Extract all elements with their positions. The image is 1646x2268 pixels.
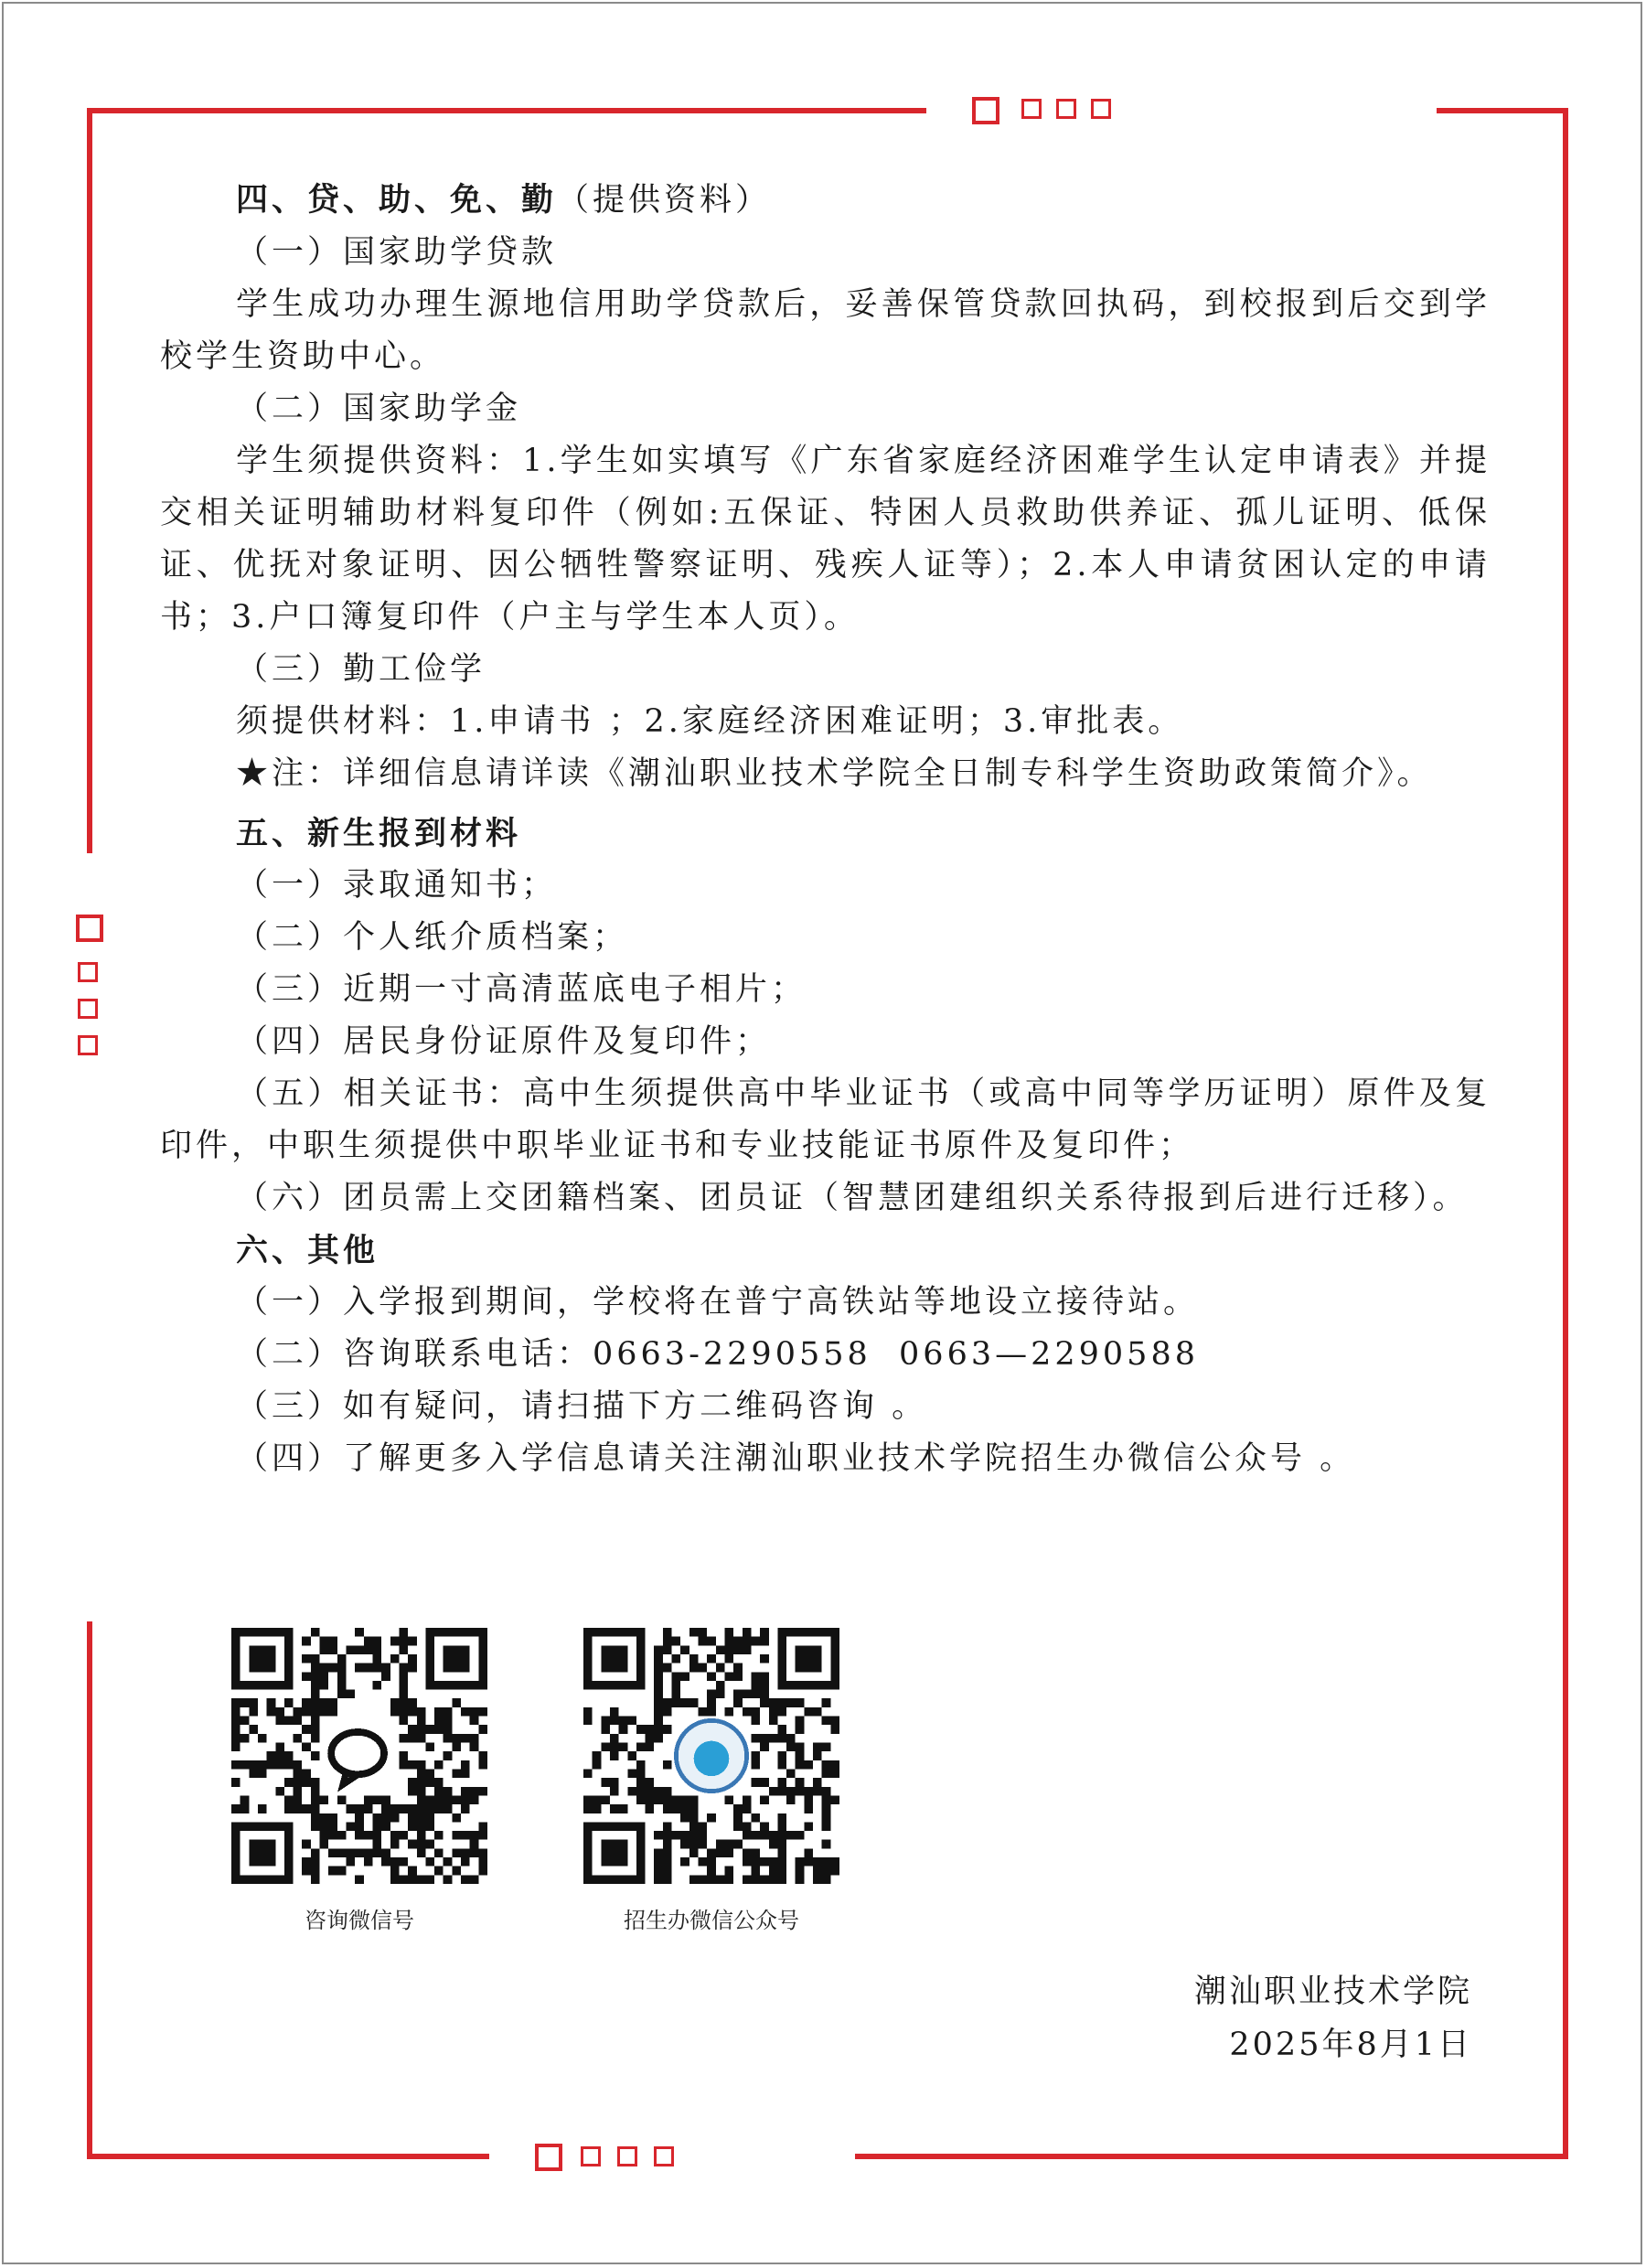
list-item: （四）居民身份证原件及复印件；	[236, 1023, 772, 1060]
frame-top-right	[1437, 108, 1568, 113]
qr-consult-wechat[interactable]	[231, 1628, 487, 1939]
signature-org: 潮汕职业技术学院	[1193, 1974, 1472, 2010]
frame-mark	[581, 2146, 601, 2166]
frame-bottom-right	[855, 2154, 1568, 2159]
section-heading: 五、新生报到材料	[236, 815, 522, 852]
contact-phone: （二）咨询联系电话：0663-2290558 0663—2290588	[236, 1336, 1199, 1373]
frame-bottom-left	[87, 2154, 489, 2159]
list-item: （一）录取通知书；	[236, 867, 558, 904]
frame-mark	[654, 2146, 674, 2166]
list-item: （三）如有疑问，请扫描下方二维码咨询 。	[236, 1388, 928, 1425]
list-item: （五）相关证书：高中生须提供高中毕业证书（或高中同等学历证明）原件及复印件，中职生须提供中职毕业证书和专业技能证书原件及复印件；	[160, 1075, 1491, 1164]
frame-top-left	[87, 108, 926, 113]
paragraph: 学生须提供资料：1.学生如实填写《广东省家庭经济困难学生认定申请表》并提交相关证明辅助材料复印件（例如:五保证、特困人员救助供养证、孤儿证明、低保证、优抚对象证明、因公牺牲警察证明、残疾人证等）；2.本人申请贫困认定的申请书；3.户口簿复印件（户主与学生本人页）。	[160, 443, 1491, 636]
paragraph: 须提供材料：1.申请书 ；2.家庭经济困难证明；3.审批表。	[236, 703, 1184, 740]
list-item: （三）近期一寸高清蓝底电子相片；	[236, 971, 807, 1008]
section-heading: 四、贷、助、免、勤（提供资料）	[236, 181, 772, 219]
frame-right	[1563, 108, 1568, 2159]
qr-caption: 招生办微信公众号	[624, 1908, 799, 1933]
frame-mark	[535, 2144, 562, 2171]
document-body	[160, 174, 1491, 1485]
signature-date: 2025年8月1日	[1229, 2027, 1472, 2063]
frame-left-bottom	[87, 1621, 92, 2159]
paragraph: 学生成功办理生源地信用助学贷款后，妥善保管贷款回执码，到校报到后交到学校学生资助中心。	[160, 286, 1491, 375]
frame-mark	[78, 962, 98, 982]
qr-caption: 咨询微信号	[305, 1908, 414, 1933]
frame-mark	[1056, 99, 1076, 119]
frame-mark	[1091, 99, 1111, 119]
frame-mark	[78, 1035, 98, 1055]
qr-code-icon	[583, 1628, 839, 1884]
list-item: （四）了解更多入学信息请关注潮汕职业技术学院招生办微信公众号 。	[236, 1440, 1356, 1477]
list-item: （一）入学报到期间，学校将在普宁高铁站等地设立接待站。	[236, 1284, 1200, 1321]
frame-mark	[78, 999, 98, 1019]
section-heading: 六、其他	[236, 1232, 379, 1269]
sub-heading: （二）国家助学金	[236, 390, 522, 427]
qr-admissions-official-account[interactable]	[583, 1628, 839, 1939]
frame-mark	[76, 915, 103, 942]
list-item: （六）团员需上交团籍档案、团员证（智慧团建组织关系待报到后进行迁移）。	[236, 1180, 1469, 1216]
sub-heading: （三）勤工俭学	[236, 651, 486, 688]
frame-mark	[972, 97, 999, 124]
frame-mark	[1021, 99, 1042, 119]
sub-heading: （一）国家助学贷款	[236, 234, 558, 271]
note-paragraph: ★注：详细信息请详读《潮汕职业技术学院全日制专科学生资助政策简介》。	[236, 755, 1433, 792]
list-item: （二）个人纸介质档案；	[236, 919, 629, 956]
frame-mark	[617, 2146, 637, 2166]
qr-code-icon	[231, 1628, 487, 1884]
frame-left-top	[87, 108, 92, 853]
